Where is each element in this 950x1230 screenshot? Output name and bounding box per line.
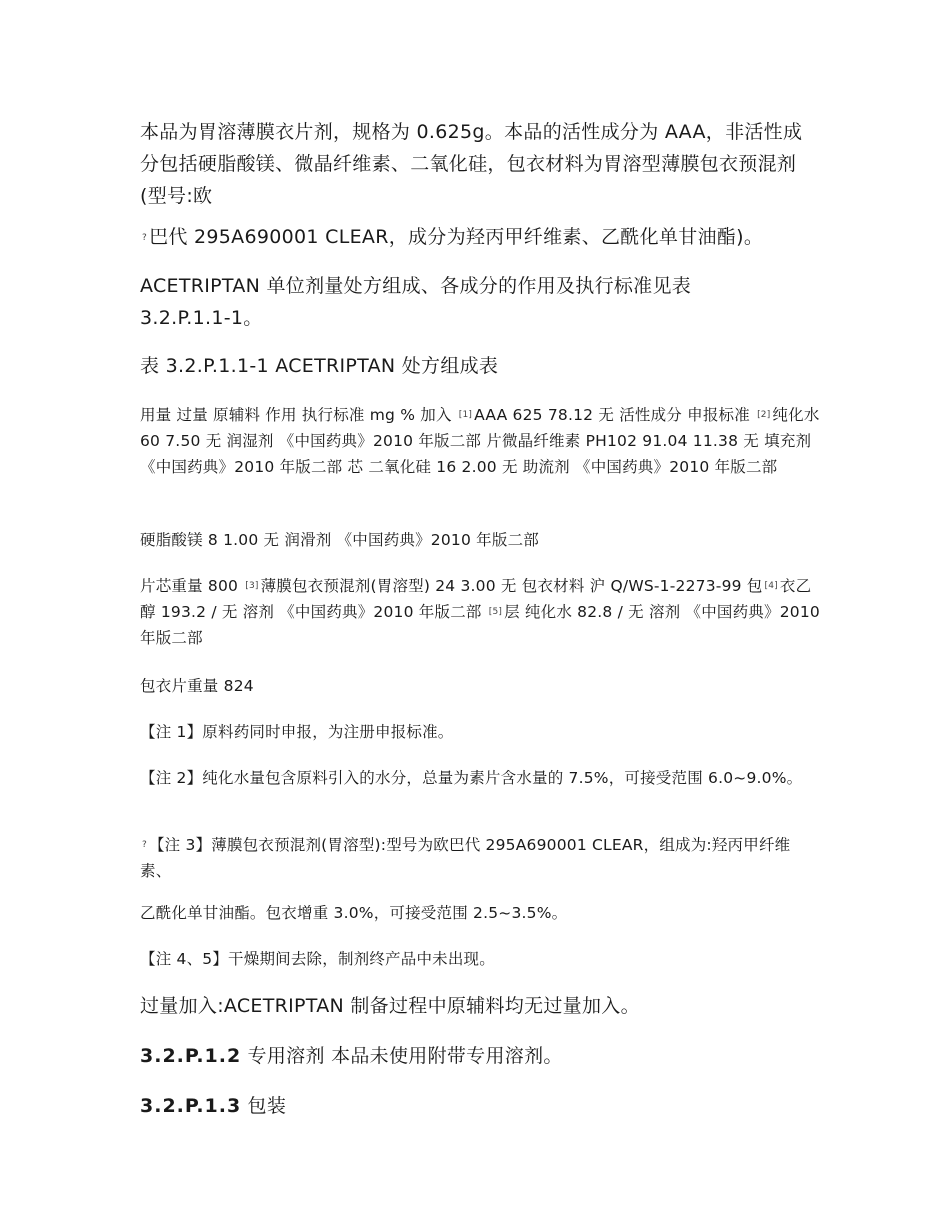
formulation-row-magnesium-stearate: 硬脂酸镁 8 1.00 无 润滑剂 《中国药典》2010 年版二部 [140,531,539,549]
section-number: 3.2.P.1.3 [140,1095,242,1117]
footnote-ref-4: [4] [764,581,778,591]
section-number: 3.2.P.1.2 [140,1045,242,1067]
table-caption: 表 3.2.P.1.1-1 ACETRIPTAN 处方组成表 [140,355,499,377]
garbled-mark: ? [142,840,147,850]
section-3-2-p-1-2: 3.2.P.1.2 专用溶剂 本品未使用附带专用溶剂。 [140,1045,563,1067]
paragraph-intro: 本品为胃溶薄膜衣片剂，规格为 0.625g。本品的活性成分为 AAA，非活性成分包括硬脂酸镁、微晶纤维素、二氧化硅，包衣材料为胃溶型薄膜包衣预混剂(型号:欧 [140,121,803,207]
section-3-2-p-1-3: 3.2.P.1.3 包装 [140,1095,287,1117]
footnote-ref-2: [2] [757,410,771,420]
paragraph-table-reference: ACETRIPTAN 单位剂量处方组成、各成分的作用及执行标准见表 3.2.P.1.1-1。 [140,275,692,329]
note-1: 【注 1】原料药同时申报，为注册申报标准。 [140,723,454,741]
note-3-continued: 乙酰化单甘油酯。包衣增重 3.0%，可接受范围 2.5~3.5%。 [140,904,568,922]
garbled-mark: ? [142,233,148,243]
note-3: ? 【注 3】薄膜包衣预混剂(胃溶型):型号为欧巴代 295A690001 CLEAR，组成为:羟丙甲纤维素、 [140,836,791,880]
paragraph-intro-continued: ? 巴代 295A690001 CLEAR，成分为羟丙甲纤维素、乙酰化单甘油酯)。 [142,226,764,248]
formulation-table-text: 用量 过量 原辅料 作用 执行标准 mg % 加入 [1] AAA 625 78.12 无 活性成分 申报标准 [2] 纯化水 60 7.50 无 润湿剂 《中国药典》2010 年版二部 片微晶纤维素 PH102 91.04 11.38 无 填充剂 《中国药典》2010 年版二部 芯 二氧化硅 16 2.00 无 助流剂 《中国药典》2010 年版二部 [140,406,820,476]
formulation-coating-text: 片芯重量 800 [3] 薄膜包衣预混剂(胃溶型) 24 3.00 无 包衣材料 沪 Q/WS-1-2273-99 包 [4] 衣乙醇 193.2 / 无 溶剂 《中国药典》2010 年版二部 [5] 层 纯化水 82.8 / 无 溶剂 《中国药典》2010 年版二部 [140,577,820,647]
coated-tablet-weight: 包衣片重量 824 [140,677,254,695]
note-4-5: 【注 4、5】干燥期间去除，制剂终产品中未出现。 [140,950,495,968]
note-2: 【注 2】纯化水量包含原料引入的水分，总量为素片含水量的 7.5%，可接受范围 6.0~9.0%。 [140,769,803,787]
overage-statement: 过量加入:ACETRIPTAN 制备过程中原辅料均无过量加入。 [140,995,640,1017]
footnote-ref-3: [3] [245,581,259,591]
footnote-ref-5: [5] [488,607,503,617]
footnote-ref-1: [1] [458,410,473,420]
